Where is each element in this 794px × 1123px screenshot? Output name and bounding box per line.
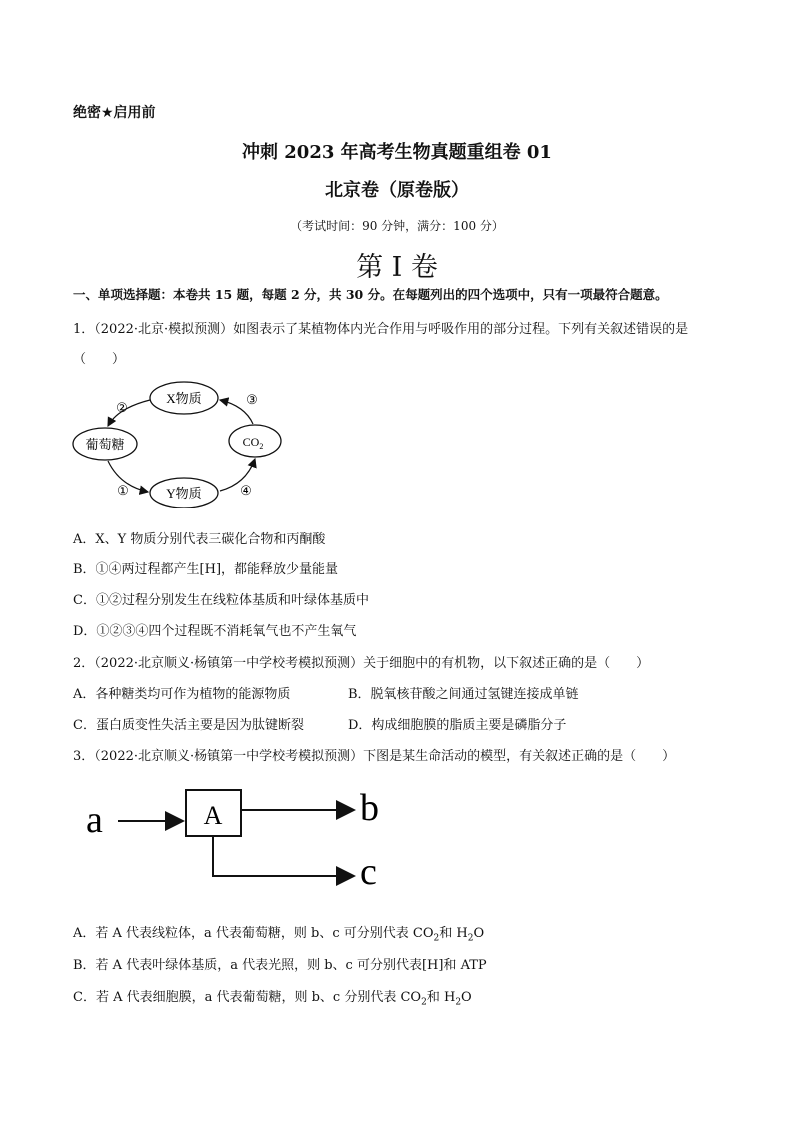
x-substance-label: X物质 xyxy=(166,391,202,406)
q2-option-b: B．脱氧核苷酸之间通过氢键连接成单链 xyxy=(348,687,579,702)
q3-option-c-end: O xyxy=(461,990,472,1005)
q1-cycle-diagram xyxy=(70,378,310,508)
q3-option-a xyxy=(73,922,484,944)
q3-stem: 3．（2022·北京顺义·杨镇第一中学校考模拟预测）下图是某生命活动的模型，有关叙述正确的是（ ） xyxy=(73,749,676,764)
q3-option-c-text: C．若 A 代表细胞膜，a 代表葡萄糖，则 b、c 分别代表 CO xyxy=(73,990,422,1005)
output-c-label: c xyxy=(360,851,377,893)
q1-option-b: B．①④两过程都产生[H]，都能释放少量能量 xyxy=(73,562,339,577)
glucose-label: 葡萄糖 xyxy=(85,437,125,452)
confidential-mark: 绝密★启用前 xyxy=(73,105,156,121)
q1-option-d: D．①②③④四个过程既不消耗氧气也不产生氧气 xyxy=(73,624,357,639)
q3-option-c-mid: 和 H xyxy=(426,990,456,1005)
process-box-label: A xyxy=(203,801,223,830)
q3-option-a-end: O xyxy=(473,926,485,941)
step1-label: ① xyxy=(117,483,129,498)
q1-stem-line1: 1．（2022·北京·模拟预测）如图表示了某植物体内光合作用与呼吸作用的部分过程。下列有关叙述错误的是 xyxy=(73,322,689,337)
q2-stem: 2．（2022·北京顺义·杨镇第一中学校考模拟预测）关于细胞中的有机物，以下叙述正确的是（ ） xyxy=(73,656,650,671)
step4-label: ④ xyxy=(240,483,252,498)
paper-title: 冲刺 2023 年高考生物真题重组卷 01 xyxy=(242,142,552,163)
q3-option-c-sub1: 2 xyxy=(421,997,427,1008)
q1-stem-line2: （ ） xyxy=(73,352,126,367)
q3-option-b: B．若 A 代表叶绿体基质，a 代表光照，则 b、c 可分别代表[H]和 ATP xyxy=(73,958,487,973)
arrow-box-to-c xyxy=(213,836,354,876)
y-substance-label: Y物质 xyxy=(166,486,202,501)
volume-title: 第 I 卷 xyxy=(356,252,438,283)
q1-option-a: A．X、Y 物质分别代表三碳化合物和丙酮酸 xyxy=(73,532,326,547)
exam-info: （考试时间：90 分钟，满分：100 分） xyxy=(290,219,504,233)
q3-option-c xyxy=(73,986,472,1008)
q2-option-d: D．构成细胞膜的脂质主要是磷脂分子 xyxy=(348,718,567,733)
co2-label xyxy=(243,435,264,451)
output-b-label: b xyxy=(360,787,379,829)
q2-option-a: A．各种糖类均可作为植物的能源物质 xyxy=(73,687,291,702)
input-a-label: a xyxy=(86,799,103,841)
paper-subtitle: 北京卷（原卷版） xyxy=(325,180,469,201)
q3-option-a-sub1: 2 xyxy=(433,933,440,944)
q3-option-c-sub2: 2 xyxy=(455,997,462,1008)
q1-option-c: C．①②过程分别发生在线粒体基质和叶绿体基质中 xyxy=(73,593,369,608)
q3-option-a-sub2: 2 xyxy=(467,933,474,944)
co2-text: CO xyxy=(242,435,260,449)
co2-subscript: 2 xyxy=(259,442,264,451)
q3-option-a-mid: 和 H xyxy=(439,926,468,941)
step3-label: ③ xyxy=(246,392,258,407)
section-instruction: 一、单项选择题：本卷共 15 题，每题 2 分，共 30 分。在每题列出的四个选项中，只有一项最符合题意。 xyxy=(73,287,668,302)
step2-label: ② xyxy=(116,400,128,415)
arrow-step2 xyxy=(108,400,150,426)
q3-model-diagram xyxy=(80,780,400,900)
q3-option-a-text: A．若 A 代表线粒体，a 代表葡萄糖，则 b、c 可分别代表 CO xyxy=(73,926,434,941)
q2-option-c: C．蛋白质变性失活主要是因为肽键断裂 xyxy=(73,718,304,733)
